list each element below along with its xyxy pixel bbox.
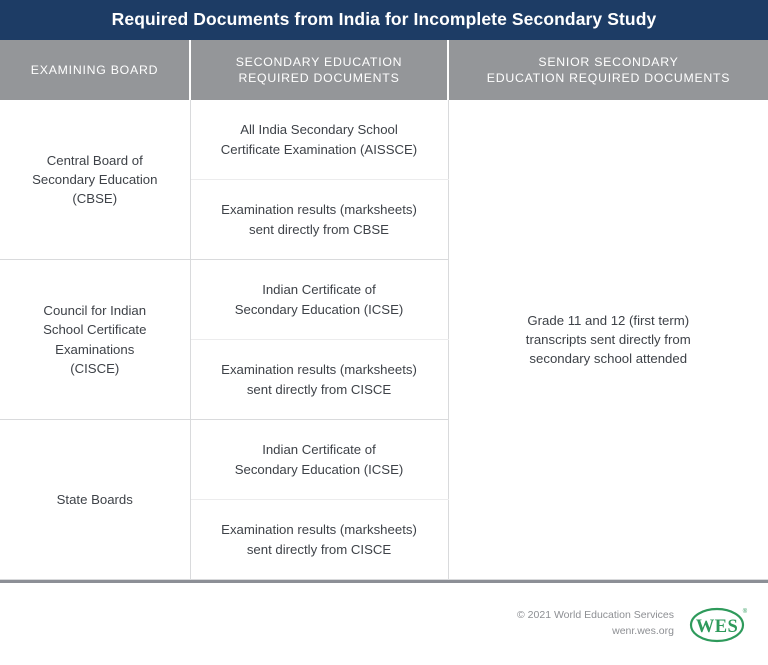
document-line: All India Secondary School [240, 122, 398, 138]
cell-secondary-document [190, 260, 448, 340]
cell-examining-board [0, 420, 190, 580]
cell-secondary-document [190, 100, 448, 180]
cell-secondary-document [190, 420, 448, 500]
board-line: State Boards [56, 491, 133, 507]
column-header-line: EDUCATION REQUIRED DOCUMENTS [486, 71, 731, 85]
wes-logo [688, 602, 750, 646]
document-line: Secondary Education (ICSE) [234, 301, 404, 317]
board-line: Central Board of [46, 152, 143, 168]
wes-logo-text: WES [695, 617, 739, 637]
column-header-line: EXAMINING BOARD [30, 62, 159, 77]
footer [0, 583, 768, 665]
document-line: sent directly from CBSE [249, 221, 389, 237]
board-line: Secondary Education [32, 171, 158, 187]
cell-senior-secondary-document [448, 100, 768, 580]
footer-credit [517, 608, 674, 640]
page-title: Required Documents from India for Incomplete Secondary Study [111, 9, 657, 30]
website-url: wenr.wes.org [612, 625, 674, 637]
document-line: Indian Certificate of [262, 442, 376, 458]
column-header-line: SENIOR SECONDARY [538, 54, 679, 69]
cell-secondary-document [190, 500, 448, 580]
table-head [0, 40, 768, 100]
document-line: Examination results (marksheets) [221, 522, 417, 538]
document-line: sent directly from CISCE [246, 541, 392, 557]
column-header-senior-secondary-education [448, 40, 768, 100]
board-line: (CBSE) [72, 191, 118, 207]
column-header-line: REQUIRED DOCUMENTS [238, 71, 400, 85]
title-bar [0, 0, 768, 40]
document-line: secondary school attended [529, 351, 688, 367]
table-body [0, 100, 768, 580]
wes-logo-icon [688, 602, 750, 646]
document-line: Examination results (marksheets) [221, 362, 417, 378]
document-line: Examination results (marksheets) [221, 202, 417, 218]
column-header-secondary-education [190, 40, 448, 100]
document-line: Indian Certificate of [262, 282, 376, 298]
document-line: Grade 11 and 12 (first term) [527, 312, 690, 328]
table-header-row [0, 40, 768, 100]
cell-examining-board [0, 260, 190, 420]
column-header-examining-board [0, 40, 190, 100]
board-line: Examinations [55, 341, 135, 357]
cell-examining-board [0, 100, 190, 260]
board-line: (CISCE) [70, 360, 120, 376]
column-header-line: SECONDARY EDUCATION [235, 54, 403, 69]
document-line: sent directly from CISCE [246, 381, 392, 397]
required-documents-table [0, 40, 768, 580]
cell-secondary-document [190, 180, 448, 260]
board-line: Council for Indian [43, 303, 147, 319]
document-line: transcripts sent directly from [525, 331, 691, 347]
board-line: School Certificate [43, 322, 147, 338]
registered-trademark-icon: ® [742, 609, 748, 615]
table-row [0, 100, 768, 180]
cell-secondary-document [190, 340, 448, 420]
document-line: Certificate Examination (AISSCE) [220, 141, 418, 157]
document-line: Secondary Education (ICSE) [234, 461, 404, 477]
copyright-text: © 2021 World Education Services [517, 609, 674, 622]
